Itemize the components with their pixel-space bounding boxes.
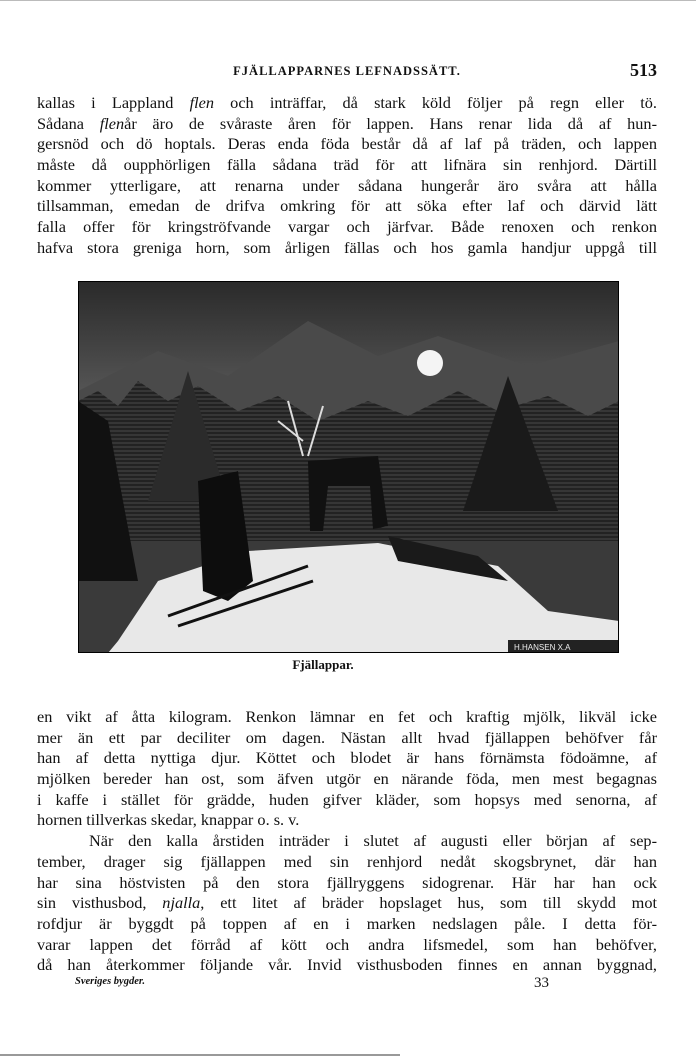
text-line: då han återkommer följande vår. Invid visthusboden finnes en annan byggnad, bbox=[37, 955, 657, 975]
page-header bbox=[37, 60, 657, 82]
moon bbox=[417, 350, 443, 376]
bottom-paragraphs bbox=[37, 707, 657, 976]
text-line: gersnöd och dö hoptals. Deras enda föda består då af laf på träden, och lappen bbox=[37, 134, 657, 154]
text-line: tillsamman, emedan de drifva omkring för att söka efter laf och därvid lätt bbox=[37, 196, 657, 216]
text-line: i kaffe i stället för grädde, huden gifver kläder, som hopsys med senorna, af bbox=[37, 789, 657, 809]
scan-edge-line bbox=[0, 1054, 400, 1056]
text-line: en vikt af åtta kilogram. Renkon lämnar en fet och kraftig mjölk, likväl icke bbox=[37, 707, 657, 726]
engraver-signature: H.HANSEN X.A bbox=[514, 643, 571, 652]
text-line: tember, drager sig fjällappen med sin renhjord nedåt skogsbrynet, där han bbox=[37, 851, 657, 871]
figure-caption: Fjällappar. bbox=[292, 657, 354, 672]
text-line: mjölken bereder han ost, som äfven utgör en närande föda, men mest begagnas bbox=[37, 769, 657, 789]
text-line: måste då oupphörligen fälla sådana träd för att lifnära sin renhjord. Därtill bbox=[37, 155, 657, 175]
text-line: hafva stora greniga horn, som årligen fällas och hos gamla handjur uppgå till bbox=[37, 237, 657, 257]
top-paragraph bbox=[37, 93, 657, 259]
text-line: han af detta nyttiga djur. Köttet och blodet är hans förnämsta födoämne, af bbox=[37, 748, 657, 768]
text-line: sin visthusbod, njalla, ett litet af bräder hopslaget hus, som till skydd mot bbox=[37, 893, 658, 913]
engraving-illustration bbox=[78, 281, 619, 653]
scan-edge-line bbox=[0, 0, 696, 1]
text-line: hornen tillverkas skedar, knappar o. s. v. bbox=[37, 810, 300, 830]
text-line: När den kalla årstiden inträder i slutet af augusti eller början af sep- bbox=[89, 831, 657, 851]
text-line: har sina höstvisten på den stora fjällryggens sidogrenar. Här har han ock bbox=[37, 872, 657, 892]
sheet-number: 33 bbox=[534, 975, 549, 991]
text-line: mer än ett par deciliter om dagen. Nästan allt hvad fjällappen behöfver får bbox=[37, 727, 657, 747]
text-line: kallas i Lappland flen och inträffar, då stark köld följer på regn eller tö. bbox=[37, 93, 657, 112]
footer-book-title: Sveriges bygder. bbox=[75, 976, 145, 987]
page-number: 513 bbox=[630, 60, 657, 80]
text-line: kommer ytterligare, att renarna under sådana hungerår äro svåra att hålla bbox=[37, 175, 657, 195]
text-line: varar lappen det förråd af kött och andra lifsmedel, som han behöfver, bbox=[37, 934, 657, 954]
text-line: falla offer för kringströfvande vargar och järfvar. Både renoxen och renkon bbox=[37, 217, 657, 237]
text-line: Sådana flenår äro de svåraste åren för lappen. Hans renar lida då af hun- bbox=[37, 113, 657, 133]
text-line: rofdjur är byggdt på toppen af en i marken nedslagen påle. I detta för- bbox=[37, 913, 657, 933]
running-title: FJÄLLAPPARNES LEFNADSSÄTT. bbox=[233, 64, 461, 78]
